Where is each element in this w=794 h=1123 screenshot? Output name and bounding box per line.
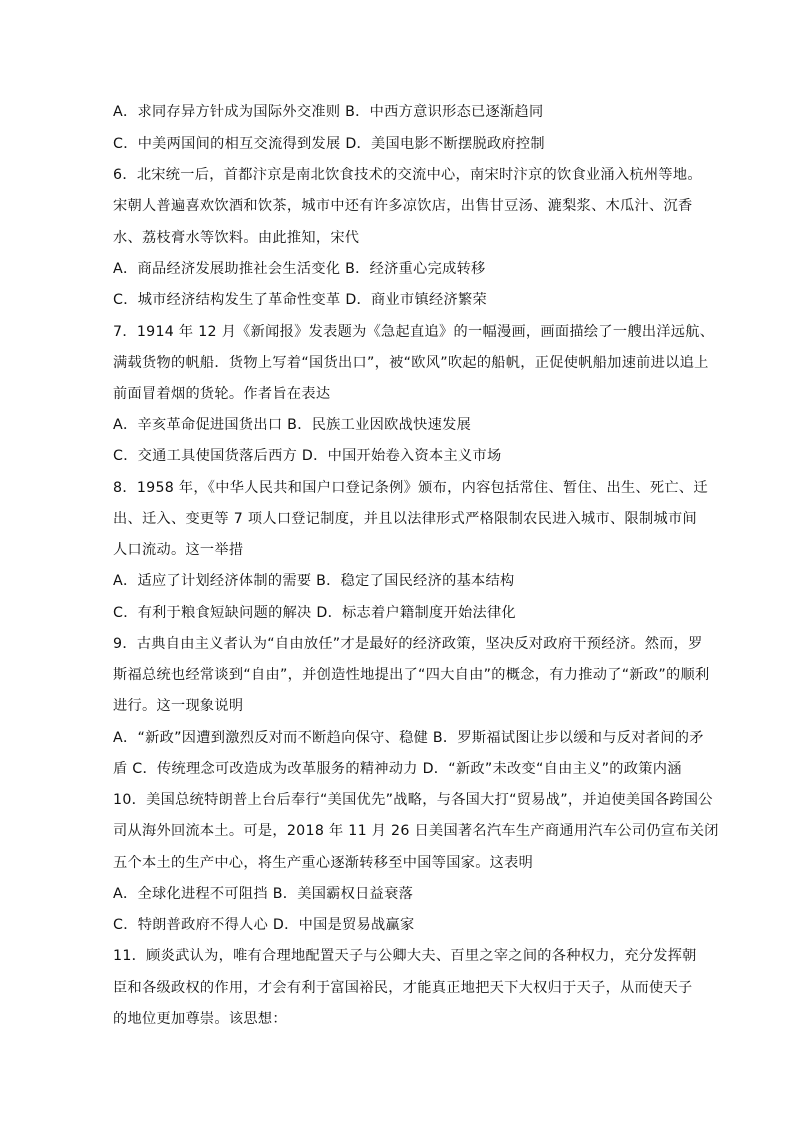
option-line: A．商品经济发展助推社会生活变化 B．经济重心完成转移 xyxy=(113,261,486,277)
question-9-line: 斯福总统也经常谈到“自由”，并创造性地提出了“四大自由”的概念，有力推动了“新政”的顺利 xyxy=(113,667,710,683)
question-9-line: 9．古典自由主义者认为“自由放任”才是最好的经济政策，坚决反对政府干预经济。然而，罗 xyxy=(113,636,703,652)
question-11-line: 11．顾炎武认为，唯有合理地配置天子与公卿大夫、百里之宰之间的各种权力，充分发挥朝 xyxy=(113,948,697,964)
question-8-line: 8．1958 年，《中华人民共和国户口登记条例》颁布，内容包括常住、暂住、出生、死亡、迁 xyxy=(113,480,708,496)
option-line: A．求同存异方针成为国际外交准则 B．中西方意识形态已逐渐趋同 xyxy=(113,104,544,120)
question-8-line: 出、迁入、变更等 7 项人口登记制度，并且以法律形式严格限制农民进入城市、限制城市间 xyxy=(113,511,697,527)
option-line: 盾 C．传统理念可改造成为改革服务的精神动力 D．“新政”未改变“自由主义”的政策内涵 xyxy=(113,761,682,777)
option-line: C．城市经济结构发生了革命性变革 D．商业市镇经济繁荣 xyxy=(113,292,487,308)
question-10-line: 10．美国总统特朗普上台后奉行“美国优先”战略，与各国大打“贸易战”，并迫使美国各跨国公 xyxy=(113,792,713,808)
option-line: C．交通工具使国货落后西方 D．中国开始卷入资本主义市场 xyxy=(113,448,502,464)
question-10-line: 五个本土的生产中心，将生产重心逐渐转移至中国等国家。这表明 xyxy=(113,855,534,871)
option-line: A．“新政”因遭到激烈反对而不断趋向保守、稳健 B．罗斯福试图让步以缓和与反对者间的矛 xyxy=(113,730,704,746)
question-7-line: 7．1914 年 12 月《新闻报》发表题为《急起直追》的一幅漫画，画面描绘了一艘出洋远航、 xyxy=(113,324,715,340)
question-6-line: 宋朝人普遍喜欢饮酒和饮茶，城市中还有许多凉饮店，出售甘豆汤、漉梨浆、木瓜汁、沉香 xyxy=(113,198,693,214)
question-9-line: 进行。这一现象说明 xyxy=(113,698,244,714)
question-7-line: 前面冒着烟的货轮。作者旨在表达 xyxy=(113,386,331,402)
question-10-line: 司从海外回流本土。可是，2018 年 11 月 26 日美国著名汽车生产商通用汽车公司仍宣布关闭 xyxy=(113,823,719,839)
question-6-line: 6．北宋统一后，首都汴京是南北饮食技术的交流中心，南宋时汴京的饮食业涌入杭州等地。 xyxy=(113,167,702,183)
option-line: C．中美两国间的相互交流得到发展 D．美国电影不断摆脱政府控制 xyxy=(113,136,545,152)
question-7-line: 满载货物的帆船．货物上写着“国货出口”，被“欧风”吹起的船帆，正促使帆船加速前进以追上 xyxy=(113,355,709,371)
question-11-line: 臣和各级政权的作用，才会有利于富国裕民，才能真正地把天下大权归于天子，从而使天子 xyxy=(113,980,693,996)
question-8-line: 人口流动。这一举措 xyxy=(113,542,244,558)
option-line: C．有利于粮食短缺问题的解决 D．标志着户籍制度开始法律化 xyxy=(113,605,516,621)
option-line: A．全球化进程不可阻挡 B．美国霸权日益衰落 xyxy=(113,886,414,902)
question-11-line: 的地位更加尊崇。该思想： xyxy=(113,1011,287,1027)
option-line: A．辛亥革命促进国货出口 B．民族工业因欧战快速发展 xyxy=(113,417,472,433)
option-line: C．特朗普政府不得人心 D．中国是贸易战赢家 xyxy=(113,917,415,933)
option-line: A．适应了计划经济体制的需要 B．稳定了国民经济的基本结构 xyxy=(113,573,515,589)
question-6-line: 水、荔枝膏水等饮料。由此推知，宋代 xyxy=(113,230,360,246)
